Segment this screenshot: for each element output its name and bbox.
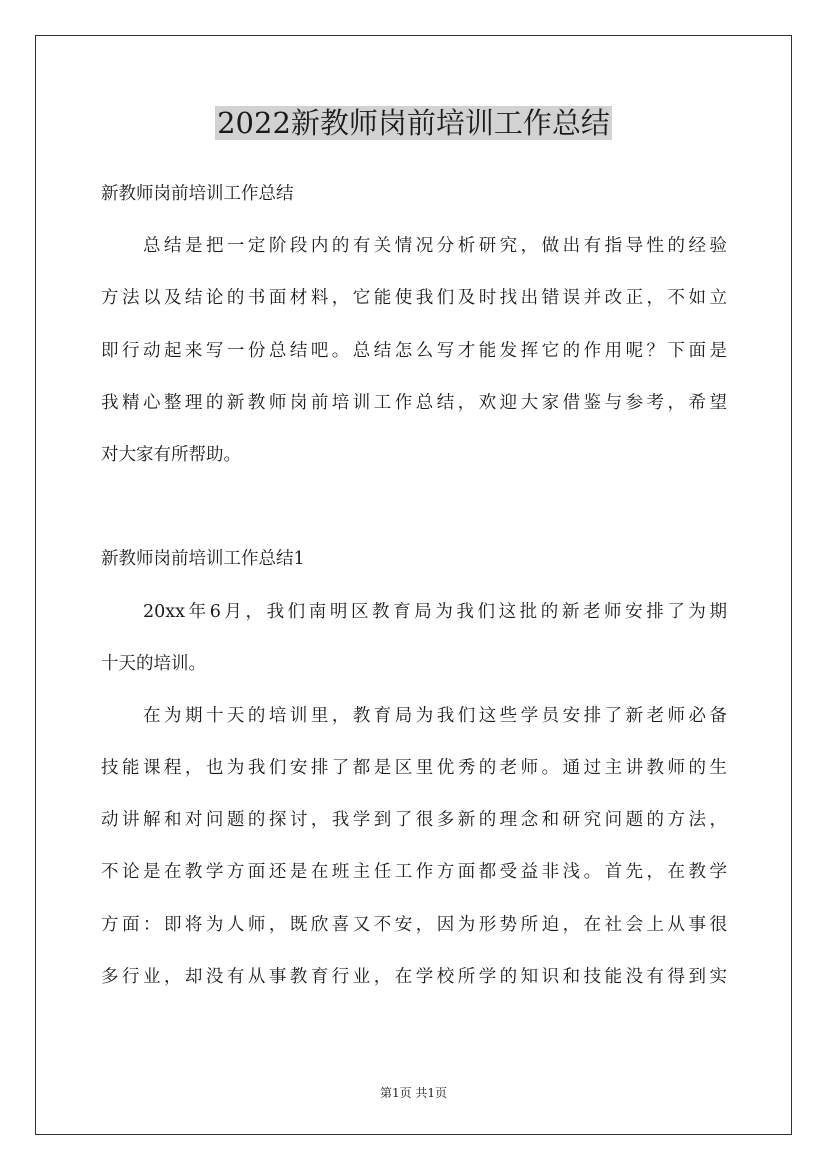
paragraph-line: 技能课程，也为我们安排了都是区里优秀的老师。通过主讲教师的生 xyxy=(101,758,727,779)
paragraph-line: 我精心整理的新教师岗前培训工作总结，欢迎大家借鉴与参考，希望 xyxy=(101,392,727,413)
page-footer: 第1页 共1页 xyxy=(379,1086,448,1100)
paragraph-line: 动讲解和对问题的探讨，我学到了很多新的理念和研究问题的方法， xyxy=(101,810,727,831)
document-title xyxy=(0,97,827,149)
intro-heading: 新教师岗前培训工作总结 xyxy=(101,184,294,204)
paragraph-line: 总结是把一定阶段内的有关情况分析研究，做出有指导性的经验 xyxy=(143,236,727,257)
paragraph-line: 即行动起来写一份总结吧。总结怎么写才能发挥它的作用呢？下面是 xyxy=(101,340,727,361)
blank-line xyxy=(101,485,727,537)
paragraph-line: 在为期十天的培训里，教育局为我们这些学员安排了新老师必备 xyxy=(143,705,727,726)
paragraph-line: 不论是在教学方面还是在班主任工作方面都受益非浅。首先，在教学 xyxy=(101,862,727,883)
paragraph-line: 十天的培训。 xyxy=(101,653,206,674)
paragraph-line: 20xx年6月，我们南明区教育局为我们这批的新老师安排了为期 xyxy=(143,601,727,622)
document-title-text: 2022新教师岗前培训工作总结 xyxy=(217,106,610,140)
paragraph-line: 多行业，却没有从事教育行业，在学校所学的知识和技能没有得到实 xyxy=(101,966,727,987)
paragraph-line: 方法以及结论的书面材料，它能使我们及时找出错误并改正，不如立 xyxy=(101,288,727,309)
document-body xyxy=(101,172,727,1007)
paragraph-line: 对大家有所帮助。 xyxy=(101,444,241,465)
paragraph-line: 方面：即将为人师，既欣喜又不安，因为形势所迫，在社会上从事很 xyxy=(101,914,727,935)
section-heading: 新教师岗前培训工作总结1 xyxy=(101,549,305,570)
